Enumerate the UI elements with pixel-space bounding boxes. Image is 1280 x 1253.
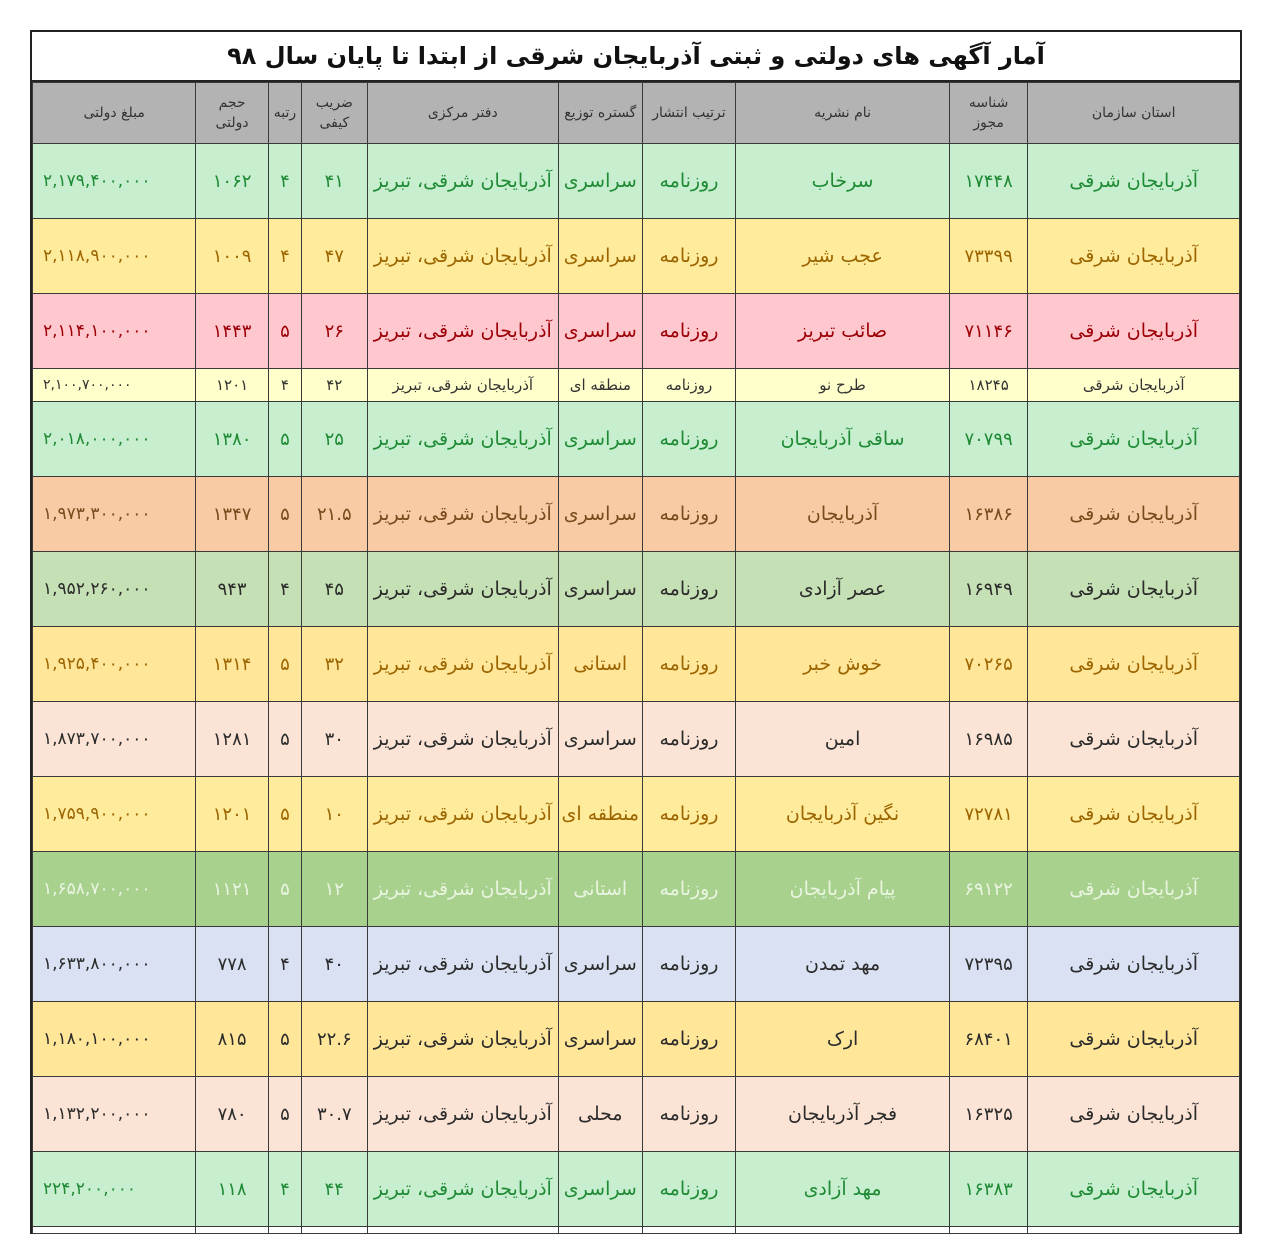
office-cell: آذربایجان شرقی، تبریز [367, 369, 558, 402]
province-cell: آذربایجان شرقی [1028, 477, 1240, 552]
license-cell: ۶۹۱۲۲ [949, 852, 1028, 927]
amount-cell: ۱,۱۸۰,۱۰۰,۰۰۰ [33, 1002, 196, 1077]
header-amount: مبلغ دولتی [33, 83, 196, 144]
province-cell: آذربایجان شرقی [1028, 777, 1240, 852]
header-license [949, 83, 1028, 144]
amount-cell: ۱,۸۷۳,۷۰۰,۰۰۰ [33, 702, 196, 777]
province-cell: آذربایجان شرقی [1028, 702, 1240, 777]
frequency-cell: روزنامه [642, 219, 736, 294]
license-cell: ۱۸۲۴۵ [949, 369, 1028, 402]
partial-cell [558, 1227, 642, 1234]
coefficient-cell: ۱۰ [302, 777, 367, 852]
volume-cell: ۱۲۰۱ [196, 369, 269, 402]
province-cell: آذربایجان شرقی [1028, 402, 1240, 477]
distribution-cell: سراسری [558, 1002, 642, 1077]
publication-cell: فجر آذربایجان [736, 1077, 950, 1152]
amount-cell: ۲,۱۷۹,۴۰۰,۰۰۰ [33, 144, 196, 219]
table-body [33, 144, 1240, 1234]
frequency-cell: روزنامه [642, 294, 736, 369]
header-coef-line2: کیفی [319, 115, 350, 131]
province-cell: آذربایجان شرقی [1028, 1002, 1240, 1077]
table-row [33, 477, 1240, 552]
frequency-cell: روزنامه [642, 1152, 736, 1227]
amount-cell: ۱,۶۳۳,۸۰۰,۰۰۰ [33, 927, 196, 1002]
volume-cell: ۱۳۸۰ [196, 402, 269, 477]
coefficient-cell: ۲۱.۵ [302, 477, 367, 552]
distribution-cell: سراسری [558, 1152, 642, 1227]
distribution-cell: سراسری [558, 927, 642, 1002]
office-cell: آذربایجان شرقی، تبریز [367, 777, 558, 852]
table-row [33, 627, 1240, 702]
publication-cell: طرح نو [736, 369, 950, 402]
distribution-cell: استانی [558, 627, 642, 702]
header-volume-line1: حجم [218, 95, 246, 111]
amount-cell: ۱,۱۳۲,۲۰۰,۰۰۰ [33, 1077, 196, 1152]
amount-cell: ۱,۹۷۳,۳۰۰,۰۰۰ [33, 477, 196, 552]
coefficient-cell: ۴۲ [302, 369, 367, 402]
rank-cell: ۵ [268, 1002, 301, 1077]
coefficient-cell: ۴۴ [302, 1152, 367, 1227]
rank-cell: ۴ [268, 1152, 301, 1227]
header-frequency: ترتیب انتشار [642, 83, 736, 144]
province-cell: آذربایجان شرقی [1028, 627, 1240, 702]
coefficient-cell: ۳۲ [302, 627, 367, 702]
coefficient-cell: ۴۷ [302, 219, 367, 294]
volume-cell: ۱۰۰۹ [196, 219, 269, 294]
rank-cell: ۴ [268, 927, 301, 1002]
license-cell: ۷۱۱۴۶ [949, 294, 1028, 369]
office-cell: آذربایجان شرقی، تبریز [367, 627, 558, 702]
amount-cell: ۲,۱۰۰,۷۰۰,۰۰۰ [33, 369, 196, 402]
license-cell: ۷۳۳۹۹ [949, 219, 1028, 294]
license-cell: ۱۶۳۸۳ [949, 1152, 1028, 1227]
publication-cell: مهد تمدن [736, 927, 950, 1002]
coefficient-cell: ۳۰ [302, 702, 367, 777]
province-cell: آذربایجان شرقی [1028, 369, 1240, 402]
distribution-cell: محلی [558, 1077, 642, 1152]
office-cell: آذربایجان شرقی، تبریز [367, 1077, 558, 1152]
volume-cell: ۱۴۴۳ [196, 294, 269, 369]
office-cell: آذربایجان شرقی، تبریز [367, 852, 558, 927]
distribution-cell: سراسری [558, 702, 642, 777]
table-row [33, 144, 1240, 219]
amount-cell: ۲,۱۱۸,۹۰۰,۰۰۰ [33, 219, 196, 294]
frequency-cell: روزنامه [642, 702, 736, 777]
header-license-line1: شناسه [968, 95, 1009, 111]
partial-cell [33, 1227, 196, 1234]
rank-cell: ۴ [268, 369, 301, 402]
frequency-cell: روزنامه [642, 552, 736, 627]
frequency-cell: روزنامه [642, 927, 736, 1002]
license-cell: ۱۶۳۲۵ [949, 1077, 1028, 1152]
office-cell: آذربایجان شرقی، تبریز [367, 927, 558, 1002]
province-cell: آذربایجان شرقی [1028, 219, 1240, 294]
province-cell: آذربایجان شرقی [1028, 927, 1240, 1002]
frequency-cell: روزنامه [642, 477, 736, 552]
distribution-cell: سراسری [558, 402, 642, 477]
volume-cell: ۹۴۳ [196, 552, 269, 627]
office-cell: آذربایجان شرقی، تبریز [367, 552, 558, 627]
coefficient-cell: ۲۶ [302, 294, 367, 369]
volume-cell: ۱۱۸ [196, 1152, 269, 1227]
frequency-cell: روزنامه [642, 777, 736, 852]
publication-cell: صائب تبریز [736, 294, 950, 369]
partial-cell [196, 1227, 269, 1234]
distribution-cell: سراسری [558, 219, 642, 294]
volume-cell: ۱۲۸۱ [196, 702, 269, 777]
distribution-cell: سراسری [558, 294, 642, 369]
license-cell: ۷۲۷۸۱ [949, 777, 1028, 852]
publication-cell: پیام آذربایجان [736, 852, 950, 927]
partial-cell [736, 1227, 950, 1234]
volume-cell: ۷۸۰ [196, 1077, 269, 1152]
office-cell: آذربایجان شرقی، تبریز [367, 702, 558, 777]
amount-cell: ۲,۱۱۴,۱۰۰,۰۰۰ [33, 294, 196, 369]
table-header-row [33, 83, 1240, 144]
header-publication: نام نشریه [736, 83, 950, 144]
office-cell: آذربایجان شرقی، تبریز [367, 477, 558, 552]
partial-cell [949, 1227, 1028, 1234]
office-cell: آذربایجان شرقی، تبریز [367, 294, 558, 369]
partial-cell [642, 1227, 736, 1234]
table-row [33, 1152, 1240, 1227]
header-office: دفتر مرکزی [367, 83, 558, 144]
coefficient-cell: ۱۲ [302, 852, 367, 927]
table-row [33, 852, 1240, 927]
frequency-cell: روزنامه [642, 1002, 736, 1077]
license-cell: ۱۶۹۴۹ [949, 552, 1028, 627]
publication-cell: نگین آذربایجان [736, 777, 950, 852]
table-row [33, 552, 1240, 627]
table-row [33, 219, 1240, 294]
distribution-cell: استانی [558, 852, 642, 927]
province-cell: آذربایجان شرقی [1028, 144, 1240, 219]
frequency-cell: روزنامه [642, 402, 736, 477]
province-cell: آذربایجان شرقی [1028, 852, 1240, 927]
header-rank: رتبه [268, 83, 301, 144]
publication-cell: عصر آزادی [736, 552, 950, 627]
publication-cell: سرخاب [736, 144, 950, 219]
distribution-cell: منطقه ای [558, 369, 642, 402]
table-row [33, 927, 1240, 1002]
province-cell: آذربایجان شرقی [1028, 294, 1240, 369]
table-row [33, 369, 1240, 402]
rank-cell: ۴ [268, 144, 301, 219]
rank-cell: ۵ [268, 852, 301, 927]
header-coef-line1: ضریب [315, 95, 353, 111]
office-cell: آذربایجان شرقی، تبریز [367, 144, 558, 219]
office-cell: آذربایجان شرقی، تبریز [367, 219, 558, 294]
header-volume [196, 83, 269, 144]
rank-cell: ۴ [268, 219, 301, 294]
publication-cell: خوش خبر [736, 627, 950, 702]
amount-cell: ۱,۹۲۵,۴۰۰,۰۰۰ [33, 627, 196, 702]
header-license-line2: مجوز [973, 115, 1004, 131]
rank-cell: ۵ [268, 777, 301, 852]
table-row [33, 294, 1240, 369]
coefficient-cell: ۴۱ [302, 144, 367, 219]
amount-cell: ۲,۰۱۸,۰۰۰,۰۰۰ [33, 402, 196, 477]
license-cell: ۱۶۹۸۵ [949, 702, 1028, 777]
license-cell: ۱۷۴۴۸ [949, 144, 1028, 219]
volume-cell: ۱۱۲۱ [196, 852, 269, 927]
partial-cell [367, 1227, 558, 1234]
office-cell: آذربایجان شرقی، تبریز [367, 402, 558, 477]
province-cell: آذربایجان شرقی [1028, 1077, 1240, 1152]
frequency-cell: روزنامه [642, 627, 736, 702]
table-row [33, 1077, 1240, 1152]
page-title: آمار آگهی های دولتی و ثبتی آذربایجان شرقی از ابتدا تا پایان سال ۹۸ [32, 32, 1240, 82]
coefficient-cell: ۲۲.۶ [302, 1002, 367, 1077]
license-cell: ۱۶۳۸۶ [949, 477, 1028, 552]
partial-cell [268, 1227, 301, 1234]
frequency-cell: روزنامه [642, 369, 736, 402]
province-cell: آذربایجان شرقی [1028, 552, 1240, 627]
frequency-cell: روزنامه [642, 852, 736, 927]
table-row [33, 702, 1240, 777]
coefficient-cell: ۳۰.۷ [302, 1077, 367, 1152]
rank-cell: ۴ [268, 552, 301, 627]
rank-cell: ۵ [268, 627, 301, 702]
rank-cell: ۵ [268, 294, 301, 369]
partial-cell [302, 1227, 367, 1234]
publication-cell: مهد آزادی [736, 1152, 950, 1227]
amount-cell: ۲۲۴,۲۰۰,۰۰۰ [33, 1152, 196, 1227]
volume-cell: ۱۲۰۱ [196, 777, 269, 852]
license-cell: ۷۲۳۹۵ [949, 927, 1028, 1002]
publication-cell: امین [736, 702, 950, 777]
publication-cell: آذربایجان [736, 477, 950, 552]
rank-cell: ۵ [268, 1077, 301, 1152]
rank-cell: ۵ [268, 702, 301, 777]
province-cell: آذربایجان شرقی [1028, 1152, 1240, 1227]
frequency-cell: روزنامه [642, 1077, 736, 1152]
distribution-cell: سراسری [558, 477, 642, 552]
office-cell: آذربایجان شرقی، تبریز [367, 1002, 558, 1077]
publication-cell: ساقی آذربایجان [736, 402, 950, 477]
advertising-stats-table [32, 82, 1240, 1234]
license-cell: ۷۰۲۶۵ [949, 627, 1028, 702]
statistics-sheet [30, 30, 1242, 1234]
frequency-cell: روزنامه [642, 144, 736, 219]
coefficient-cell: ۲۵ [302, 402, 367, 477]
volume-cell: ۱۳۴۷ [196, 477, 269, 552]
table-row [33, 1002, 1240, 1077]
header-distribution: گستره توزیع [558, 83, 642, 144]
publication-cell: عجب شیر [736, 219, 950, 294]
distribution-cell: منطقه ای [558, 777, 642, 852]
amount-cell: ۱,۹۵۲,۲۶۰,۰۰۰ [33, 552, 196, 627]
partial-cell [1028, 1227, 1240, 1234]
coefficient-cell: ۴۵ [302, 552, 367, 627]
table-row [33, 402, 1240, 477]
distribution-cell: سراسری [558, 144, 642, 219]
volume-cell: ۱۰۶۲ [196, 144, 269, 219]
volume-cell: ۱۳۱۴ [196, 627, 269, 702]
table-row [33, 777, 1240, 852]
volume-cell: ۸۱۵ [196, 1002, 269, 1077]
volume-cell: ۷۷۸ [196, 927, 269, 1002]
amount-cell: ۱,۶۵۸,۷۰۰,۰۰۰ [33, 852, 196, 927]
license-cell: ۶۸۴۰۱ [949, 1002, 1028, 1077]
amount-cell: ۱,۷۵۹,۹۰۰,۰۰۰ [33, 777, 196, 852]
header-volume-line2: دولتی [215, 115, 249, 131]
rank-cell: ۵ [268, 477, 301, 552]
distribution-cell: سراسری [558, 552, 642, 627]
header-province: استان سازمان [1028, 83, 1240, 144]
coefficient-cell: ۴۰ [302, 927, 367, 1002]
office-cell: آذربایجان شرقی، تبریز [367, 1152, 558, 1227]
rank-cell: ۵ [268, 402, 301, 477]
header-coefficient [302, 83, 367, 144]
publication-cell: ارک [736, 1002, 950, 1077]
table-row-partial [33, 1227, 1240, 1234]
license-cell: ۷۰۷۹۹ [949, 402, 1028, 477]
